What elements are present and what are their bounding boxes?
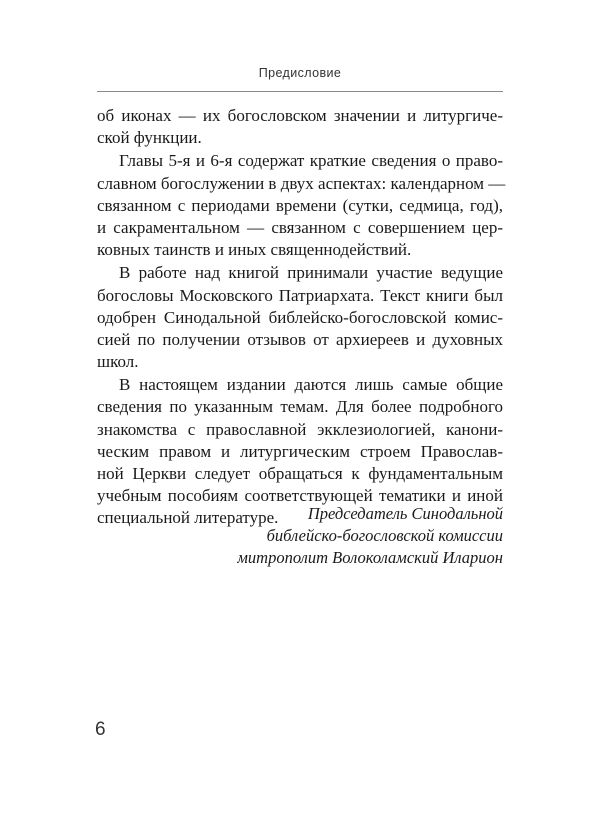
text-line: знакомства с православной экклезиологией, канони- bbox=[97, 419, 503, 439]
text-line: сией по получении отзывов от архиереев и духовных bbox=[97, 329, 503, 349]
text-line: и сакраментальном — связанном с совершением цер- bbox=[97, 217, 503, 237]
text-line: одобрен Синодальной библейско-богословской комис- bbox=[97, 307, 503, 327]
text-line: ной Церкви следует обращаться к фундаментальным bbox=[97, 464, 503, 483]
paragraph-3 bbox=[97, 262, 503, 373]
text-line: школ. bbox=[97, 352, 139, 372]
text-line: ковных таинств и иных священнодействий. bbox=[97, 240, 412, 260]
text-line: связанном с периодами времени (сутки, седмица, год), bbox=[97, 195, 503, 215]
running-head: Предисловие bbox=[258, 66, 342, 80]
text-line: учебным пособиям соответствующей тематики и иной bbox=[97, 486, 503, 506]
signature-line: библейско-богословской комиссии bbox=[266, 526, 503, 545]
signature-line: митрополит Волоколамский Иларион bbox=[237, 548, 503, 567]
text-line: славном богослужении в двух аспектах: календарном — bbox=[97, 173, 506, 193]
signature-line: Председатель Синодальной bbox=[307, 504, 503, 523]
page-number: 6 bbox=[95, 719, 106, 740]
paragraph-2 bbox=[97, 150, 506, 261]
text-line: богословы Московского Патриархата. Текст книги был bbox=[97, 285, 503, 305]
text-line: В работе над книгой принимали участие ведущие bbox=[119, 263, 503, 283]
text-line: Главы 5-я и 6-я содержат краткие сведения о право- bbox=[119, 151, 503, 171]
header-rule bbox=[97, 91, 503, 92]
signature-block bbox=[183, 503, 503, 569]
text-line: В настоящем издании даются лишь самые общие bbox=[119, 375, 503, 395]
text-line: ческим правом и литургическим строем Православ- bbox=[97, 441, 503, 461]
text-line: об иконах — их богословском значении и литургиче- bbox=[97, 106, 503, 125]
text-line: сведения по указанным темам. Для более подробного bbox=[97, 397, 503, 417]
paragraph-1 bbox=[97, 105, 503, 149]
text-line: специальной литературе. bbox=[97, 508, 279, 528]
text-line: ской функции. bbox=[97, 128, 202, 148]
body-text bbox=[97, 105, 506, 531]
